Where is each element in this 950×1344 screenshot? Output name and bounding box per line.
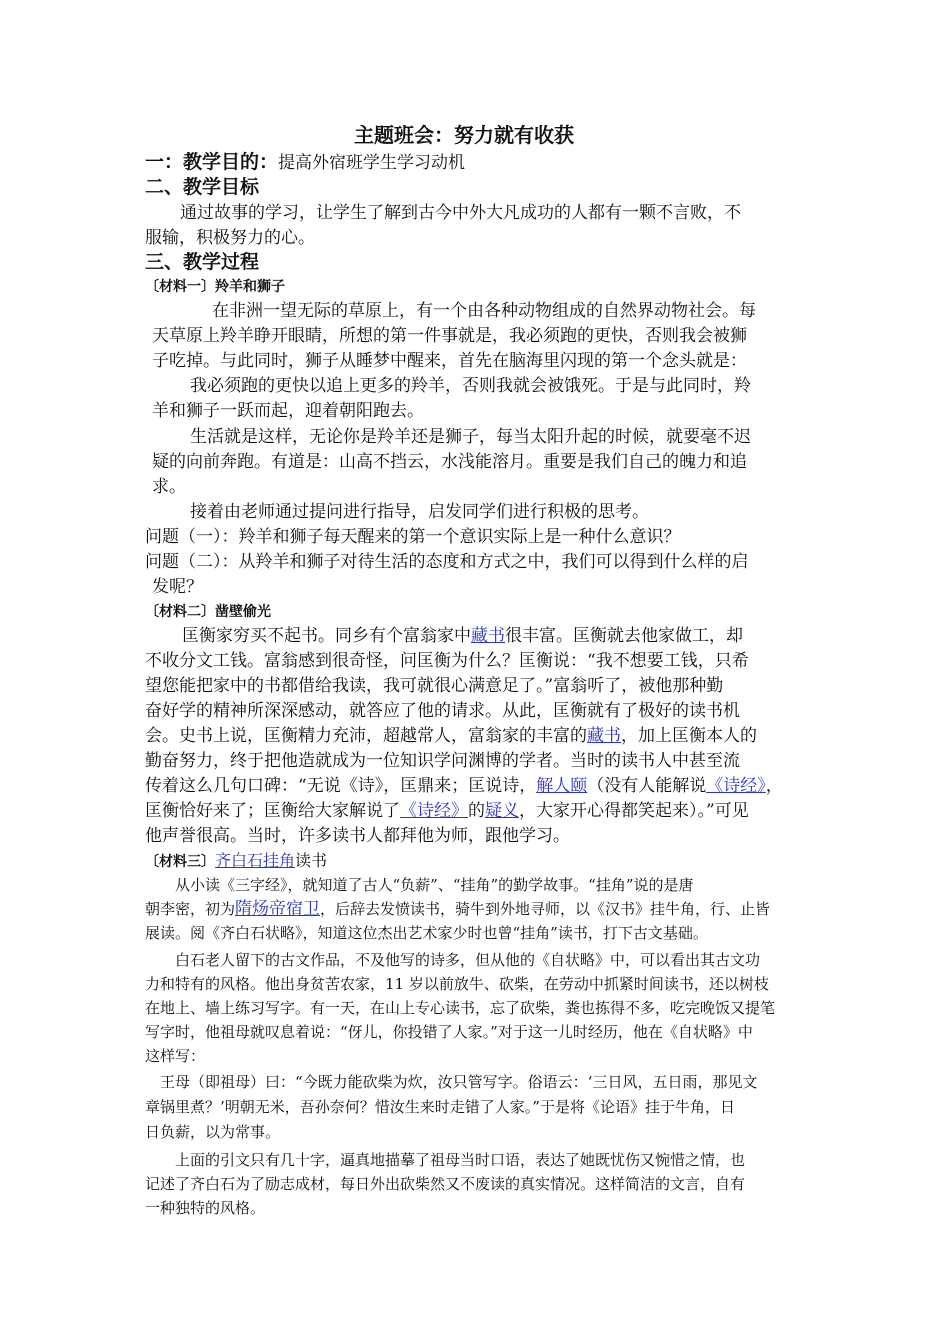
question-line: 发呢？: [152, 577, 203, 597]
heading-label: 〔材料三〕: [145, 854, 215, 870]
text-run: 匡衡家穷买不起书。同乡有个富翁家中: [182, 626, 471, 646]
hyperlink[interactable]: 藏书: [587, 726, 621, 746]
hyperlink[interactable]: 《诗经》: [706, 776, 766, 796]
paragraph-line: 他声誉很高。当时，许多读书人都拜他为师，跟他学习。: [145, 826, 570, 846]
paragraph-line: 白石老人留下的古文作品，不及他写的诗多，但从他的《自状略》中，可以看出其古文功: [175, 951, 761, 969]
paragraph-line: 通过故事的学习，让学生了解到古今中外大凡成功的人都有一颗不言败，不: [180, 203, 741, 223]
text-run: ，大家开心得都笑起来）。”可见: [519, 801, 749, 821]
paragraph-line: 展读。阅《齐白石状略》，知道这位杰出艺术家少时也曾“挂角”读书，打下古文基础。: [145, 924, 708, 942]
quote-line: 章锅里煮？’明朝无米，吾孙奈何？惜汝生来时走错了人家。”于是将《论语》挂于牛角，日: [145, 1098, 735, 1116]
paragraph-line: 天草原上羚羊睁开眼睛，所想的第一件事就是，我必须跑的更快，否则我会被狮: [152, 326, 747, 346]
paragraph-line: 奋好学的精神所深深感动，就答应了他的请求。从此，匡衡就有了极好的读书机: [145, 701, 740, 721]
section-heading: 一：教学目的：: [145, 151, 279, 173]
paragraph-line: 从小读《三字经》，就知道了古人“负薪”、“挂角”的勤学故事。“挂角”说的是唐: [175, 876, 694, 894]
paragraph-line: 一种独特的风格。: [145, 1199, 266, 1217]
paragraph-line: [145, 799, 749, 823]
paragraph-line: [145, 724, 757, 748]
paragraph-line: [145, 774, 783, 798]
paragraph-line: 在地上、墙上练习写字。有一天，在山上专心读书，忘了砍柴，粪也拣得不多，吃完晚饭又提笔: [145, 999, 776, 1017]
paragraph-line: 在非洲一望无际的草原上，有一个由各种动物组成的自然界动物社会。每: [212, 301, 756, 321]
paragraph-line: 疑的向前奔跑。有道是：山高不挡云，水浅能溶月。重要是我们自己的魄力和追: [152, 452, 747, 472]
page-title: 主题班会：努力就有收获: [354, 123, 574, 147]
text-run: （没有人能解说: [587, 776, 707, 796]
paragraph-line: 我必须跑的更快以追上更多的羚羊，否则我就会被饿死。于是与此同时，羚: [190, 376, 751, 396]
paragraph-line: 记述了齐白石为了励志成材，每日外出砍柴然又不废读的真实情况。这样简洁的文言，自有: [145, 1175, 746, 1193]
paragraph-line: 服输，积极努力的心。: [145, 228, 315, 248]
paragraph-line: [145, 898, 770, 920]
paragraph-line: [182, 624, 743, 648]
text-run: 朝李密，初为: [145, 900, 236, 918]
hyperlink[interactable]: 齐白石挂角: [215, 851, 296, 870]
hyperlink[interactable]: 解人颐: [536, 776, 588, 796]
text-run: 很丰富。匡衡就去他家做工，却: [505, 626, 743, 646]
paragraph-line: 生活就是这样，无论你是羚羊还是狮子，每当太阳升起的时候，就要毫不迟: [190, 427, 751, 447]
question-line: 问题（二）：从羚羊和狮子对待生活的态度和方式之中，我们可以得到什么样的启: [145, 552, 749, 572]
paragraph-line: 上面的引文只有几十字，逼真地描摹了祖母当时口语，表达了她既忧伤又惋惜之情，也: [175, 1151, 746, 1169]
paragraph-line: 写字时，他祖母就叹息着说：“伢儿，你投错了人家。”对于这一儿时经历，他在《自状略》中: [145, 1023, 753, 1041]
paragraph-line: 勤奋努力，终于把他造就成为一位知识学问渊博的学者。当时的读书人中甚至流: [145, 751, 740, 771]
paragraph-line: 接着由老师通过提问进行指导，启发同学们进行积极的思考。: [190, 502, 649, 522]
text-run: ，: [765, 776, 783, 796]
section-objective: [145, 150, 465, 175]
paragraph-line: 羊和狮子一跃而起，迎着朝阳跑去。: [152, 401, 424, 421]
material-heading: 〔材料二〕凿壁偷光: [145, 604, 271, 620]
material-heading: [145, 849, 327, 874]
text-run: 匡衡恰好来了；匡衡给大家解说了: [145, 801, 400, 821]
text-run: 的: [468, 801, 485, 821]
paragraph-line: 不收分文工钱。富翁感到很奇怪，问匡衡为什么？匡衡说：“我不想要工钱，只希: [145, 651, 749, 671]
paragraph-line: 力和特有的风格。他出身贫苦农家，11 岁以前放牛、砍柴，在劳动中抓紧时间读书，还以树枝: [145, 975, 769, 993]
paragraph-line: 求。: [152, 477, 186, 497]
heading-text: 读书: [295, 851, 328, 870]
question-line: 问题（一）：羚羊和狮子每天醒来的第一个意识实际上是一种什么意识？: [145, 527, 681, 547]
hyperlink[interactable]: 疑义: [485, 801, 519, 821]
section-text: 提高外宿班学生学习动机: [278, 153, 466, 173]
text-run: ，后辞去发愤读书，骑牛到外地寻师，以《汉书》挂牛角，行、止皆: [320, 900, 771, 918]
quote-line: 日负薪，以为常事。: [145, 1123, 281, 1141]
paragraph-line: 望您能把家中的书都借给我读，我可就很心满意足了。”富翁听了，被他那种勤: [145, 676, 724, 696]
text-run: ，加上匡衡本人的: [621, 726, 757, 746]
text-run: 会。史书上说，匡衡精力充沛，超越常人，富翁家的丰富的: [145, 726, 587, 746]
text-run: 传着这么几句口碑：“无说《诗》，匡鼎来；匡说诗，: [145, 776, 537, 796]
hyperlink[interactable]: 隋炀帝宿卫: [235, 899, 321, 919]
material-heading: 〔材料一〕羚羊和狮子: [145, 279, 285, 295]
section-heading: 三、教学过程: [145, 251, 260, 273]
quote-line: 王母（即祖母）曰：“今既力能砍柴为炊，汝只管写字。俗语云：‘三日风，五日雨，那见文: [160, 1073, 758, 1091]
section-heading: 二、教学目标: [145, 176, 260, 198]
paragraph-line: 子吃掉。与此同时，狮子从睡梦中醒来，首先在脑海里闪现的第一个念头就是：: [152, 351, 747, 371]
paragraph-line: 这样写：: [145, 1047, 206, 1065]
hyperlink[interactable]: 藏书: [471, 626, 505, 646]
hyperlink[interactable]: 《诗经》: [400, 801, 468, 821]
